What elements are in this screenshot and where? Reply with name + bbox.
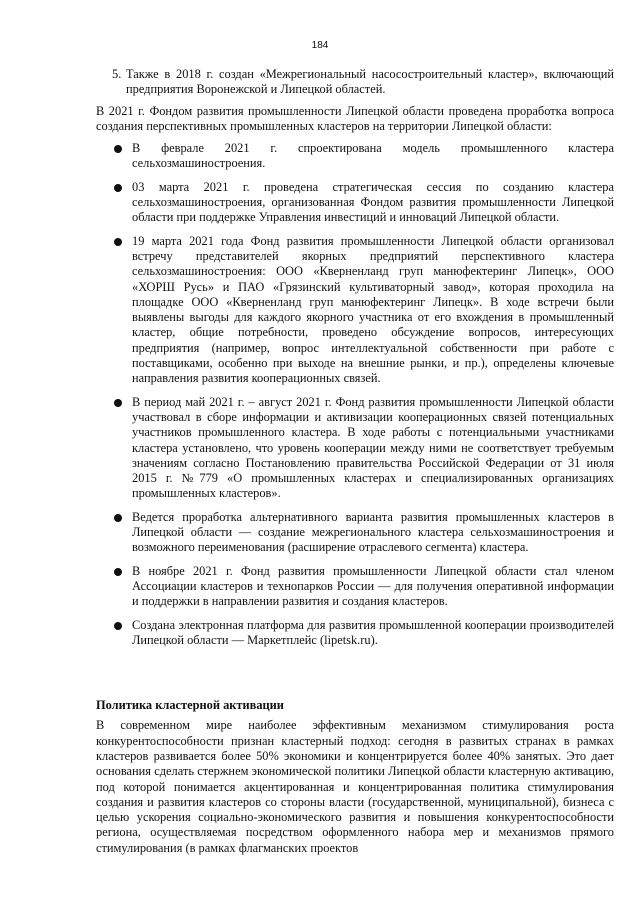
bullet-text: Ведется проработка альтернативного варианта развития промышленных кластеров в Липецкой области — создание межрегионального кластера сельхозмашиностроения и возможного переименования (расширение отраслевого сегмента) кластера. bbox=[132, 509, 614, 555]
section-title: Политика кластерной активации bbox=[96, 698, 284, 713]
bullet-icon bbox=[114, 145, 122, 153]
section-body: В современном мире наиболее эффективным механизмом стимулирования роста конкурентоспособности признан кластерный подход: сегодня в развитых странах в рамках кластеров развивается более 50% экономики и концентрируется более 40% занятых. Это дает основания сделать стержнем экономической политики Липецкой области кластерную активацию, под которой понимается акцентированная и концентрированная политика стимулирования создания и развития кластеров со стороны власти (государственной, муниципальной), бизнеса с целью ускорения социально-экономического развития и повышения конкурентоспособности региона, осуществляемая посредством оформленного набора мер и механизмов прямого стимулирования (в рамках флагманских проектов bbox=[96, 718, 614, 855]
list-item bbox=[96, 510, 614, 556]
bullet-text: В феврале 2021 г. спроектирована модель промышленного кластера сельхозмашиностроения. bbox=[132, 141, 614, 171]
bullet-icon bbox=[114, 184, 122, 192]
bullet-icon bbox=[114, 399, 122, 407]
bullet-icon bbox=[114, 568, 122, 576]
bullet-list bbox=[96, 141, 614, 648]
list-item bbox=[96, 618, 614, 649]
item-number: 5. bbox=[112, 67, 122, 81]
list-item bbox=[96, 395, 614, 502]
bullet-icon bbox=[114, 622, 122, 630]
list-item bbox=[96, 180, 614, 226]
list-item bbox=[96, 141, 614, 172]
page-number: 184 bbox=[311, 40, 329, 51]
bullet-icon bbox=[114, 238, 122, 246]
bullet-icon bbox=[114, 514, 122, 522]
bullet-text: В ноябре 2021 г. Фонд развития промышленности Липецкой области стал членом Ассоциации кластеров и технопарков России — для получения оперативной информации и поддержки в направлении развития и создания кластеров. bbox=[132, 563, 614, 609]
intro-paragraph: В 2021 г. Фондом развития промышленности Липецкой области проведена проработка вопроса создания перспективных промышленных кластеров на территории Липецкой области: bbox=[96, 103, 614, 133]
bullet-text: 19 марта 2021 года Фонд развития промышленности Липецкой области организовал встречу представителей якорных предприятий перспективного кластера сельхозмашиностроения: ООО «Кверненланд груп манюфектеринг Липецк», ООО «ХОРШ Русь» и ПАО «Грязинский культиваторный завод», которая проходила на площадке ООО «Кверненланд груп манюфектеринг Липецк». В ходе встречи были выявлены выгоды для каждого якорного участника от его вхождения в промышленный кластер, общие потребности, проведено обсуждение вопросов, интересующих предприятия (например, вопрос интеллектуальной собственности при работе с поставщиками, особенно при выходе на внешние рынки, и пр.), определены ключевые направления развития кооперационных связей. bbox=[132, 233, 614, 386]
item-text: Также в 2018 г. создан «Межрегиональный насосостроительный кластер», включающий предприятия Воронежской и Липецкой областей. bbox=[126, 67, 614, 97]
list-item bbox=[96, 234, 614, 387]
bullet-text: Создана электронная платформа для развития промышленной кооперации производителей Липецкой области — Маркетплейс (lipetsk.ru). bbox=[132, 617, 614, 647]
bullet-text: В период май 2021 г. – август 2021 г. Фонд развития промышленности Липецкой области участвовал в сборе информации и активизации кооперационных связей потенциальных участников промышленного кластера. В ходе работы с потенциальными участниками кластера установлено, что уровень кооперации между ними не соответствует требуемым значениям согласно Постановлению правительства Российской Федерации от 31 июля 2015 г. №779 «О промышленных кластерах и специализированных организациях промышленных кластеров». bbox=[132, 394, 614, 501]
page-content bbox=[96, 67, 614, 856]
list-item bbox=[96, 564, 614, 610]
numbered-item bbox=[112, 67, 614, 98]
bullet-text: 03 марта 2021 г. проведена стратегическая сессия по созданию кластера сельхозмашиностроения, организованная Фондом развития промышленности Липецкой области при поддержке Управления инвестиций и инноваций Липецкой области. bbox=[132, 179, 614, 225]
